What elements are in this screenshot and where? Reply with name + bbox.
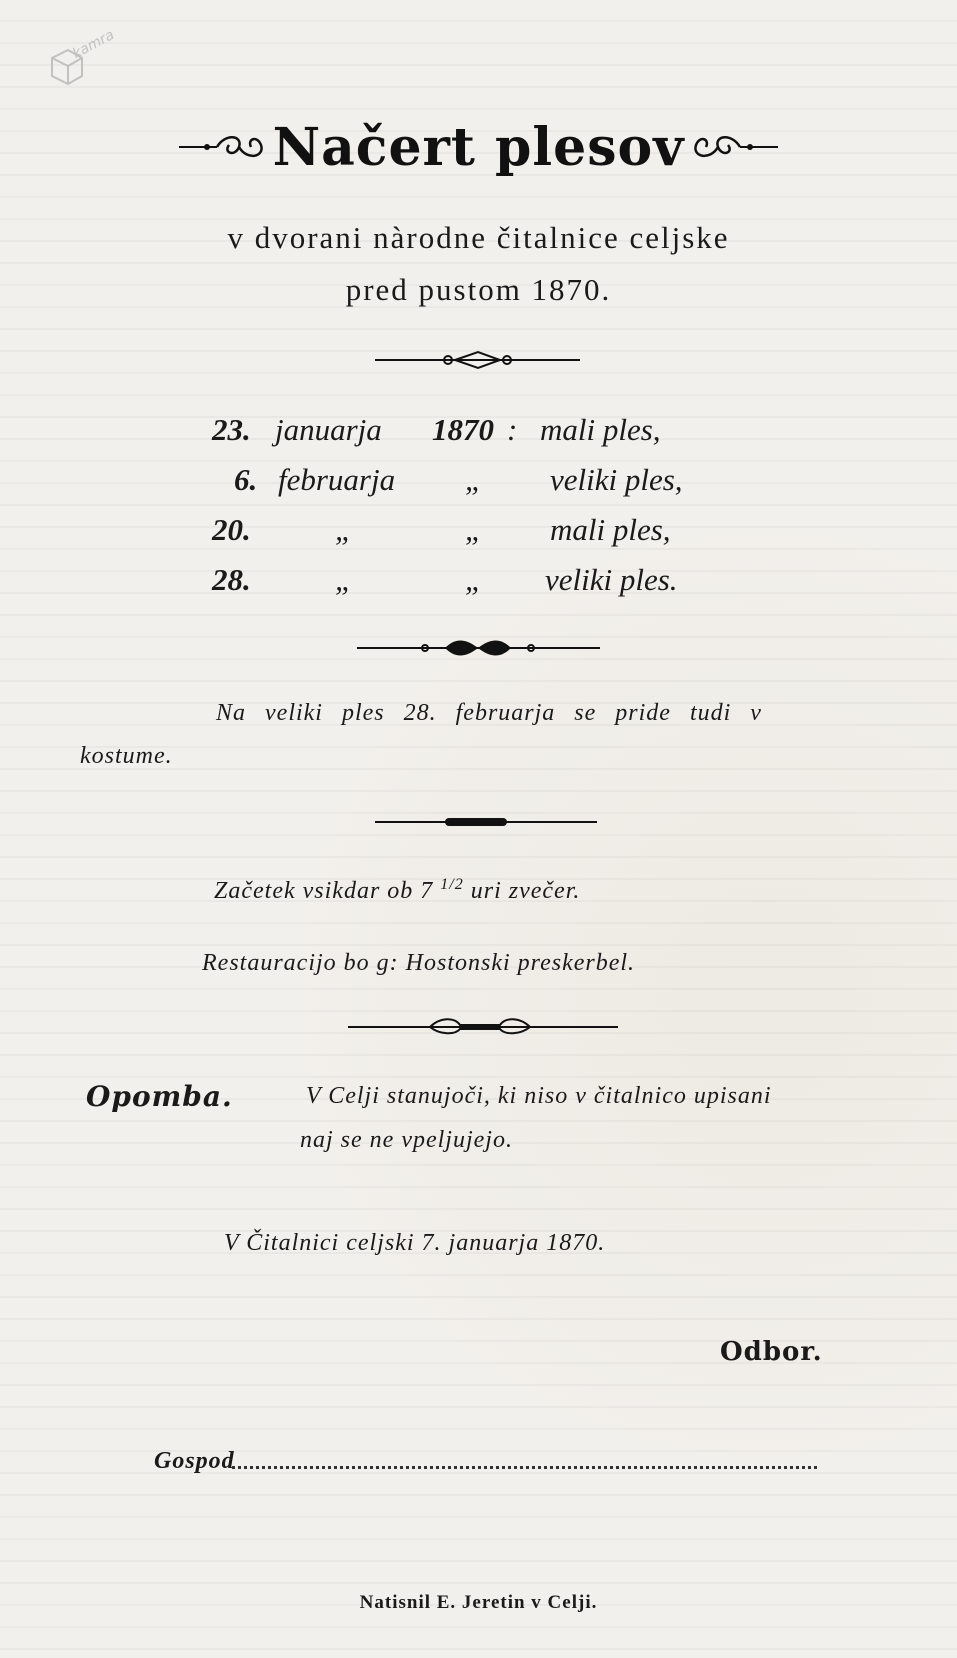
schedule-event: mali ples, — [550, 512, 671, 547]
subtitle-line-1: v dvorani nàrodne čitalnice celjske — [227, 220, 730, 255]
schedule-ditto: „ — [465, 512, 483, 547]
costume-note-line-2: kostume. — [80, 743, 173, 769]
remark-line-2: naj se ne vpeljujejo. — [300, 1127, 513, 1153]
ornamental-divider-icon — [0, 1015, 957, 1039]
ornamental-divider-icon — [0, 636, 957, 660]
subtitle-line-2: pred pustom 1870. — [345, 272, 612, 307]
schedule-ditto: „ — [335, 562, 353, 597]
title-row — [0, 112, 957, 182]
right-flourish-icon — [690, 127, 780, 167]
start-time-line — [214, 876, 580, 905]
schedule-row — [0, 412, 957, 462]
left-flourish-icon — [177, 127, 267, 167]
start-time-suffix: uri zvečer. — [470, 878, 581, 904]
schedule-row — [0, 462, 957, 512]
schedule-event: veliki ples. — [545, 562, 678, 597]
dateline: V Čitalnici celjski 7. januarja 1870. — [224, 1230, 606, 1256]
schedule-day: 6. — [234, 462, 258, 497]
schedule-row — [0, 562, 957, 612]
start-time-prefix: Začetek vsikdar ob 7 — [214, 878, 434, 904]
schedule-day: 20. — [212, 512, 251, 547]
schedule-ditto: „ — [465, 462, 483, 497]
watermark-logo — [48, 27, 138, 110]
schedule-ditto: „ — [335, 512, 353, 547]
costume-note-line-1: Na veliki ples 28. februarja se pride tudi v — [216, 700, 762, 726]
restaurant-line: Restauracijo bo g: Hostonski preskerbel. — [202, 950, 636, 976]
ornamental-divider-icon — [0, 348, 957, 372]
schedule-month: januarja — [275, 412, 382, 447]
watermark-text: kamra — [70, 27, 117, 63]
schedule-year: 1870 — [432, 412, 494, 447]
printer-imprint: Natisnil E. Jeretin v Celji. — [359, 1592, 598, 1613]
recipient-label: Gospod — [154, 1448, 235, 1474]
schedule-separator: : — [507, 412, 518, 447]
schedule-event: mali ples, — [540, 412, 661, 447]
schedule-event: veliki ples, — [550, 462, 683, 497]
schedule-row — [0, 512, 957, 562]
recipient-blank-line — [232, 1462, 817, 1469]
schedule-month: februarja — [278, 462, 396, 497]
start-time-fraction: 1/2 — [440, 876, 464, 893]
remark-line-1: V Celji stanujoči, ki niso v čitalnico upisani — [306, 1083, 772, 1109]
remark-label: Opomba. — [86, 1080, 233, 1113]
schedule-day: 28. — [212, 562, 251, 597]
signature: Odbor. — [720, 1337, 823, 1367]
schedule-ditto: „ — [465, 562, 483, 597]
document-title: Načert plesov — [272, 116, 685, 178]
schedule-day: 23. — [212, 412, 251, 447]
ornamental-divider-icon — [0, 810, 957, 834]
